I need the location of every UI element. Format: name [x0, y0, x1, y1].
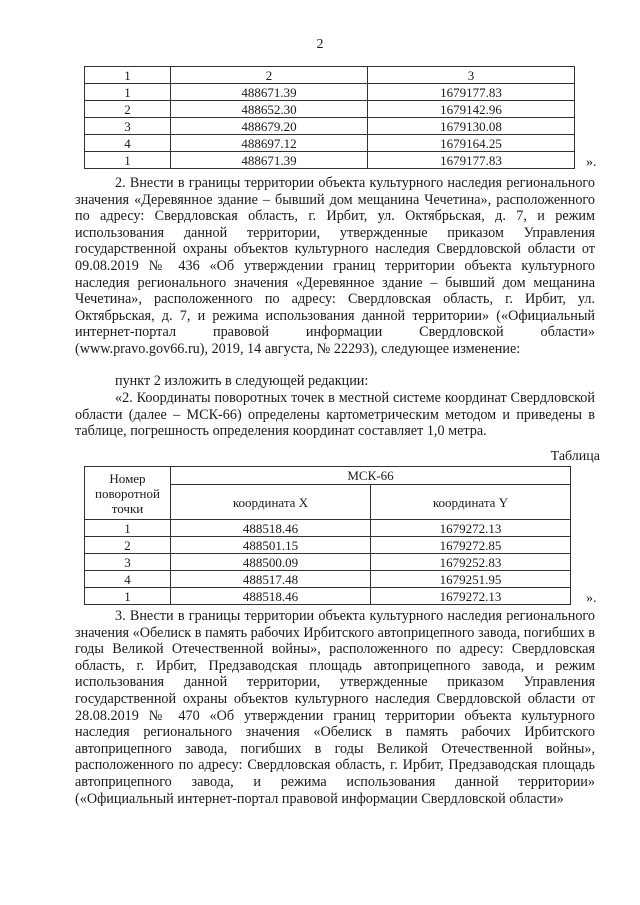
header-y: координата Y	[371, 485, 571, 520]
table-row	[85, 554, 571, 571]
table-row	[85, 101, 575, 118]
point-number-cell: 1	[85, 520, 171, 537]
table-row	[85, 84, 575, 101]
table-row	[85, 135, 575, 152]
header-cell: 3	[368, 67, 575, 84]
header-x: координата X	[171, 485, 371, 520]
header-coordinate-system: МСК-66	[171, 467, 571, 485]
point-number-cell: 4	[85, 135, 171, 152]
table-row	[85, 588, 571, 605]
x-coordinate-cell: 488679.20	[171, 118, 368, 135]
x-coordinate-cell: 488652.30	[171, 101, 368, 118]
x-coordinate-cell: 488697.12	[171, 135, 368, 152]
header-point-number: Номер поворотной точки	[85, 467, 171, 520]
paragraph-quote: «2. Координаты поворотных точек в местной системе координат Свердловской области (далее – МСК-66) определены картометрическим методом и приведены в таблице, погрешность определения координат составляет 1,0 метра.	[75, 390, 595, 440]
y-coordinate-cell: 1679177.83	[368, 152, 575, 169]
y-coordinate-cell: 1679130.08	[368, 118, 575, 135]
table-header-row	[85, 467, 571, 485]
x-coordinate-cell: 488671.39	[171, 152, 368, 169]
x-coordinate-cell: 488671.39	[171, 84, 368, 101]
header-cell: 2	[171, 67, 368, 84]
paragraph-amendment: пункт 2 изложить в следующей редакции:	[115, 373, 369, 389]
y-coordinate-cell: 1679177.83	[368, 84, 575, 101]
table-caption: Таблица	[550, 449, 600, 464]
y-coordinate-cell: 1679251.95	[371, 571, 571, 588]
y-coordinate-cell: 1679164.25	[368, 135, 575, 152]
point-number-cell: 1	[85, 588, 171, 605]
point-number-cell: 4	[85, 571, 171, 588]
point-number-cell: 3	[85, 554, 171, 571]
x-coordinate-cell: 488518.46	[171, 520, 371, 537]
x-coordinate-cell: 488517.48	[171, 571, 371, 588]
header-cell: 1	[85, 67, 171, 84]
paragraph-item-3: 3. Внести в границы территории объекта культурного наследия регионального значения «Обелиск в память рабочих Ирбитского автоприцепного завода, погибших в годы Великой Отечественной войны», расположенного по адресу: Свердловская область, г. Ирбит, Предзаводская площадь автоприцепного завода, и режим использования данной территории, утвержденные приказом Управления государственной охраны объектов культурного наследия Свердловской области от 28.08.2019 № 470 «Об утверждении границ территории объекта культурного наследия регионального значения «Обелиск в память рабочих Ирбитского автоприцепного завода, погибших в годы Великой Отечественной войны», расположенного по адресу: Свердловская область, г. Ирбит, Предзаводская площадь автоприцепного завода, и режима использования данной территории» («Официальный интернет-портал правовой информации Свердловской области»	[75, 608, 595, 807]
point-number-cell: 1	[85, 84, 171, 101]
table-row	[85, 537, 571, 554]
y-coordinate-cell: 1679142.96	[368, 101, 575, 118]
closing-quote: ».	[586, 591, 597, 606]
point-number-cell: 1	[85, 152, 171, 169]
y-coordinate-cell: 1679252.83	[371, 554, 571, 571]
page-number: 2	[316, 37, 324, 52]
x-coordinate-cell: 488518.46	[171, 588, 371, 605]
point-number-cell: 2	[85, 537, 171, 554]
paragraph-item-2: 2. Внести в границы территории объекта культурного наследия регионального значения «Деревянное здание – бывший дом мещанина Чечетина», расположенного по адресу: Свердловская область, г. Ирбит, ул. Октябрьская, д. 7, и режим использования данной территории, утвержденные приказом Управления государственной охраны объектов культурного наследия Свердловской области от 09.08.2019 № 436 «Об утверждении границ территории объекта культурного наследия регионального значения «Деревянное здание – бывший дом мещанина Чечетина», расположенного по адресу: Свердловская область, г. Ирбит, ул. Октябрьская, д. 7, и режима использования данной территории» («Официальный интернет-портал правовой информации Свердловской области» (www.pravo.gov66.ru), 2019, 14 августа, № 22293), следующее изменение:	[75, 175, 595, 357]
table-row	[85, 152, 575, 169]
table-row	[85, 118, 575, 135]
x-coordinate-cell: 488501.15	[171, 537, 371, 554]
x-coordinate-cell: 488500.09	[171, 554, 371, 571]
closing-quote: ».	[586, 155, 597, 170]
coordinates-table-2	[84, 466, 571, 605]
coordinates-table-1	[84, 66, 575, 169]
table-header-row	[85, 67, 575, 84]
point-number-cell: 3	[85, 118, 171, 135]
y-coordinate-cell: 1679272.85	[371, 537, 571, 554]
y-coordinate-cell: 1679272.13	[371, 520, 571, 537]
point-number-cell: 2	[85, 101, 171, 118]
table-row	[85, 571, 571, 588]
y-coordinate-cell: 1679272.13	[371, 588, 571, 605]
table-row	[85, 520, 571, 537]
